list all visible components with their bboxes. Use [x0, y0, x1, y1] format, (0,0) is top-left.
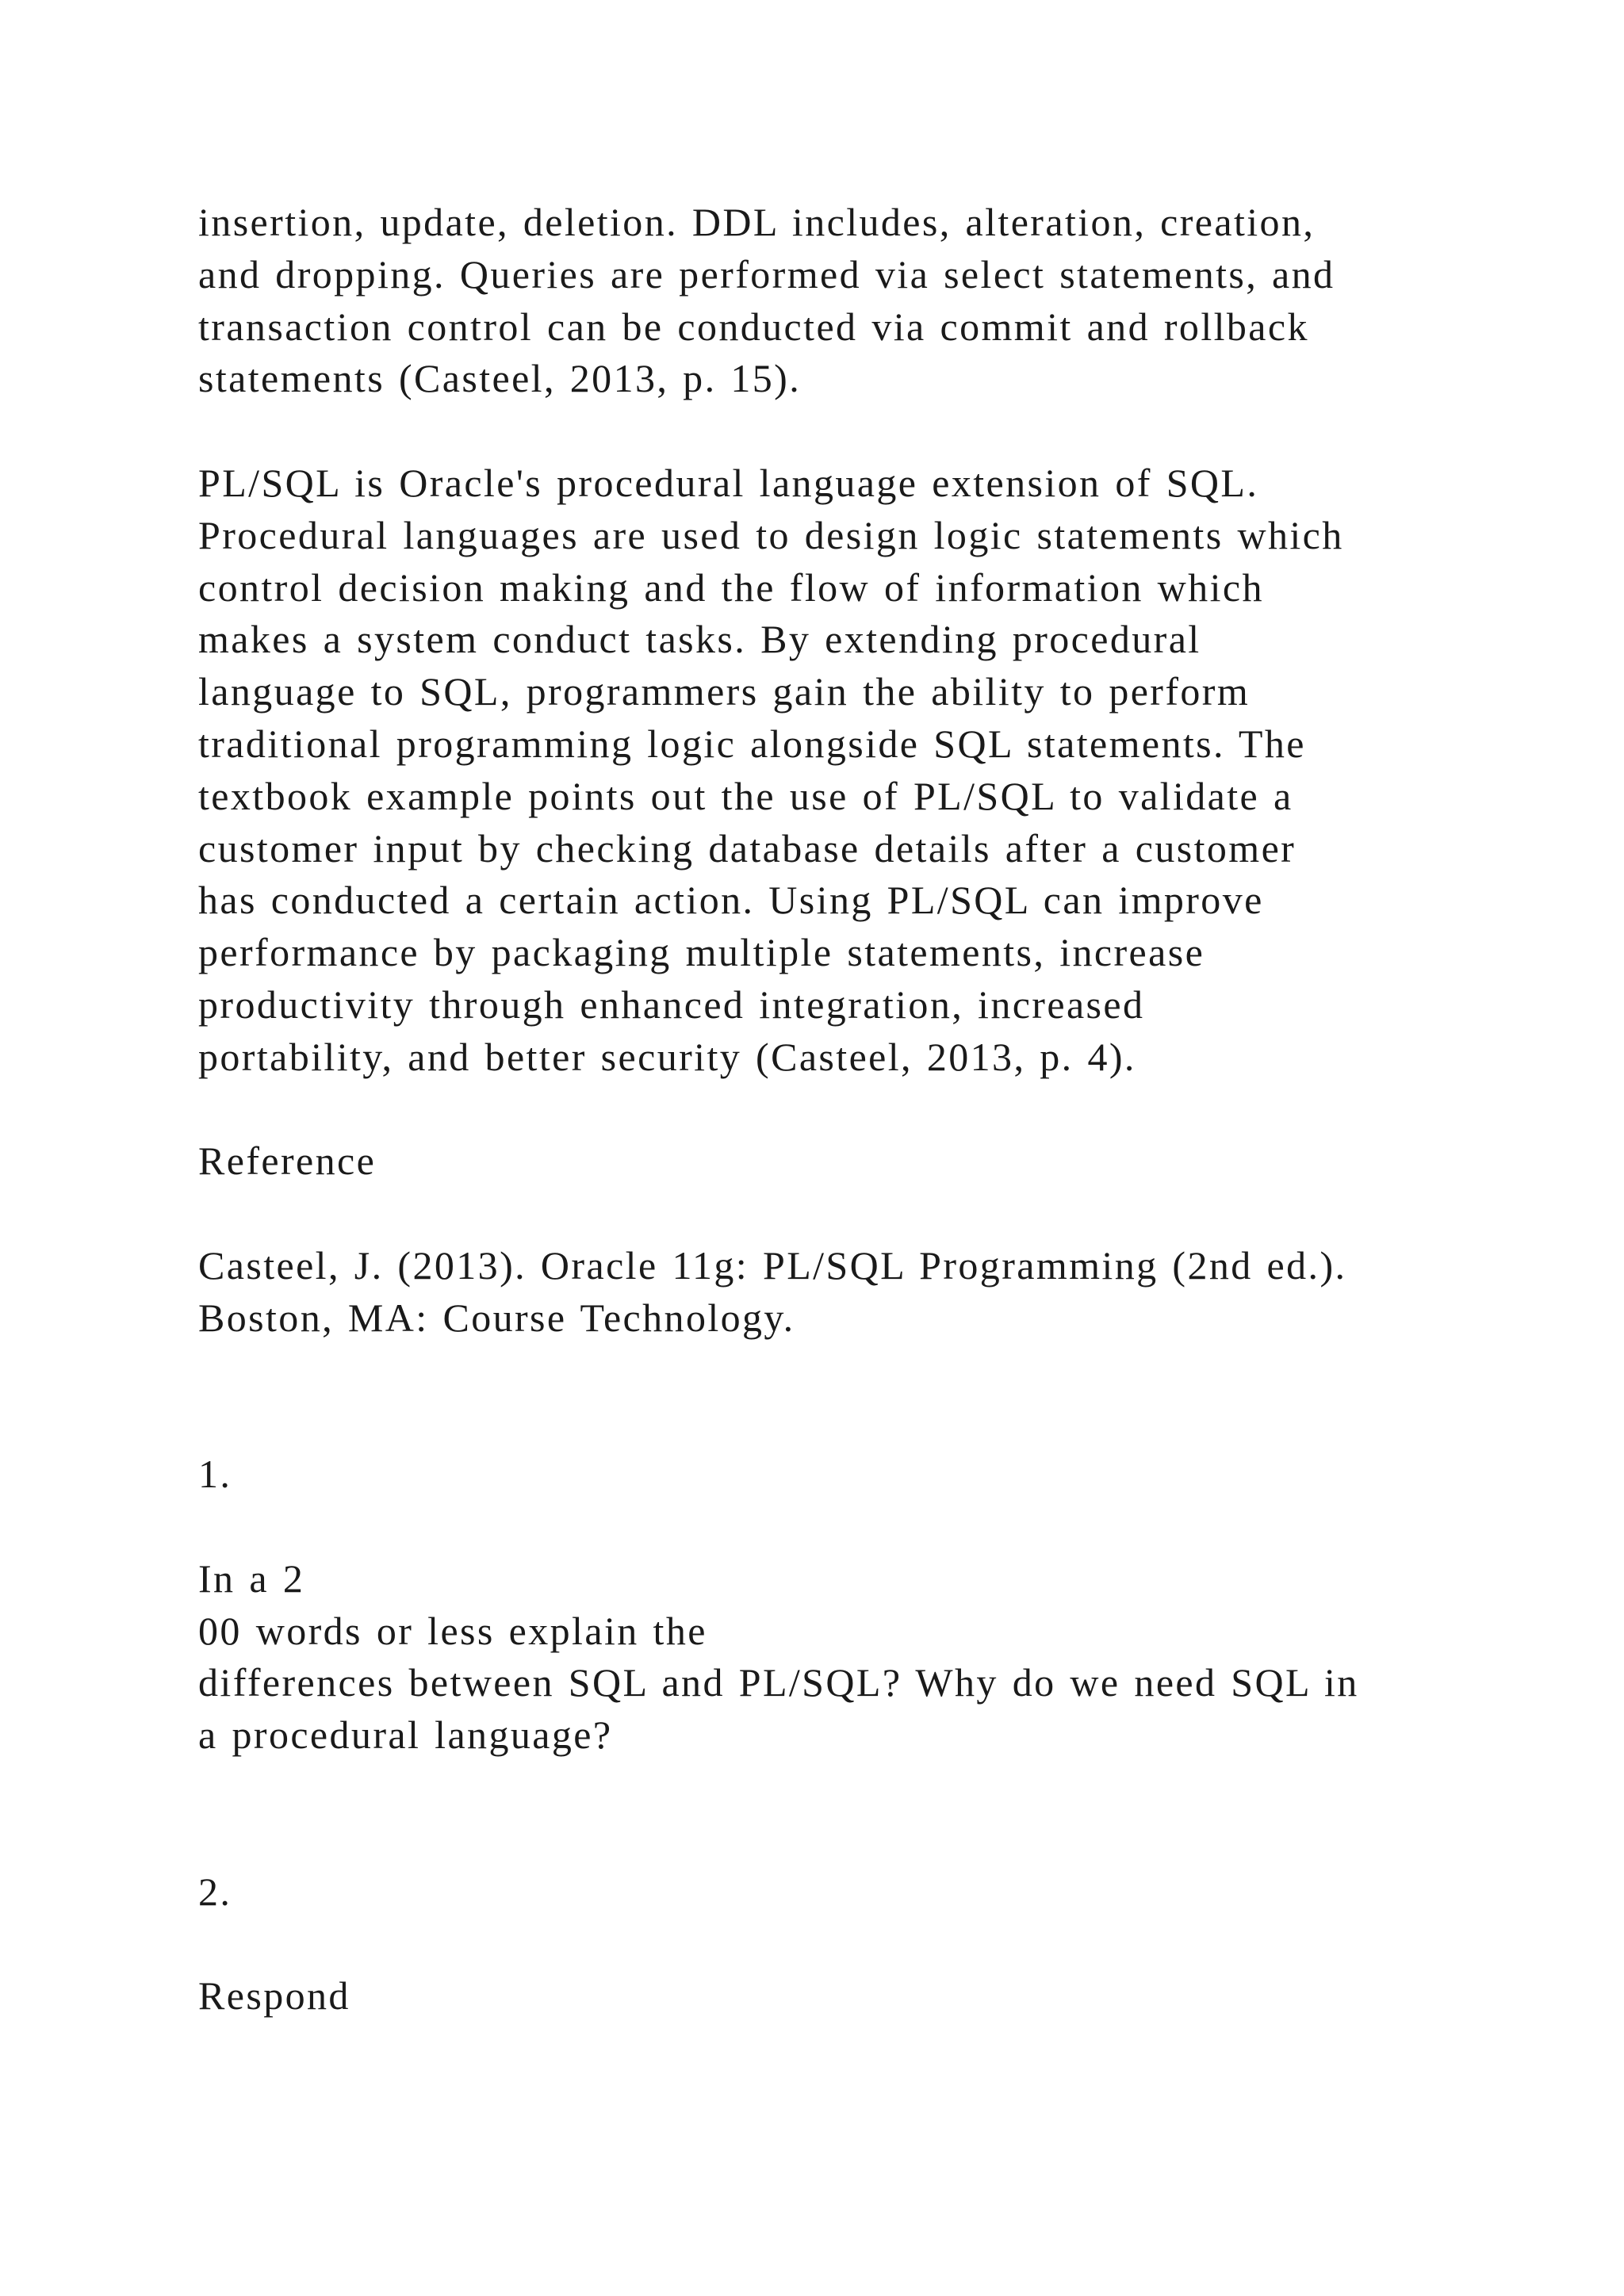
reference-heading: Reference [198, 1138, 377, 1184]
text-line: a procedural language? [198, 1712, 613, 1758]
text-line: Boston, MA: Course Technology. [198, 1295, 795, 1340]
text-line: differences between SQL and PL/SQL? Why do we need SQL in [198, 1660, 1359, 1705]
text-line: transaction control can be conducted via commit and rollback [198, 304, 1309, 349]
text-line: insertion, update, deletion. DDL includes, alteration, creation, [198, 200, 1316, 244]
paragraph-spacer [198, 405, 1546, 457]
paragraph-spacer [198, 1501, 1546, 1553]
text-line: 00 words or less explain the [198, 1608, 707, 1653]
text-line: Procedural languages are used to design logic statements which [198, 512, 1344, 557]
paragraph-plsql [198, 457, 1546, 1084]
text-line: PL/SQL is Oracle's procedural language extension of SQL. [198, 460, 1259, 505]
paragraph-spacer [198, 1188, 1546, 1240]
reference-entry [198, 1240, 1546, 1345]
question-1-text [198, 1553, 1546, 1762]
text-line: and dropping. Queries are performed via select statements, and [198, 251, 1335, 297]
text-line: In a 2 [198, 1556, 305, 1601]
text-line: has conducted a certain action. Using PL/SQL can improve [198, 878, 1264, 923]
text-line: language to SQL, programmers gain the ability to perform [198, 669, 1251, 714]
text-line: makes a system conduct tasks. By extending procedural [198, 617, 1201, 662]
paragraph-dml-ddl [198, 197, 1546, 405]
text-line: statements (Casteel, 2013, p. 15). [198, 356, 802, 401]
document-body [198, 197, 1546, 2022]
section-spacer [198, 1762, 1546, 1866]
paragraph-spacer [198, 1084, 1546, 1136]
text-line: performance by packaging multiple statements, increase [198, 930, 1205, 975]
question-2-text: Respond [198, 1973, 350, 2019]
text-line: portability, and better security (Casteel, 2013, p. 4). [198, 1034, 1136, 1079]
text-line: textbook example points out the use of PL/SQL to validate a [198, 773, 1293, 818]
text-line: Casteel, J. (2013). Oracle 11g: PL/SQL Programming (2nd ed.). [198, 1242, 1347, 1288]
text-line: control decision making and the flow of information which [198, 564, 1264, 610]
text-line: customer input by checking database details after a customer [198, 825, 1297, 871]
question-1-number: 1. [198, 1452, 232, 1497]
section-spacer [198, 1345, 1546, 1449]
text-line: traditional programming logic alongside SQL statements. The [198, 721, 1306, 766]
paragraph-spacer [198, 1918, 1546, 1970]
text-line: productivity through enhanced integration, increased [198, 982, 1145, 1027]
question-2-number: 2. [198, 1869, 232, 1914]
